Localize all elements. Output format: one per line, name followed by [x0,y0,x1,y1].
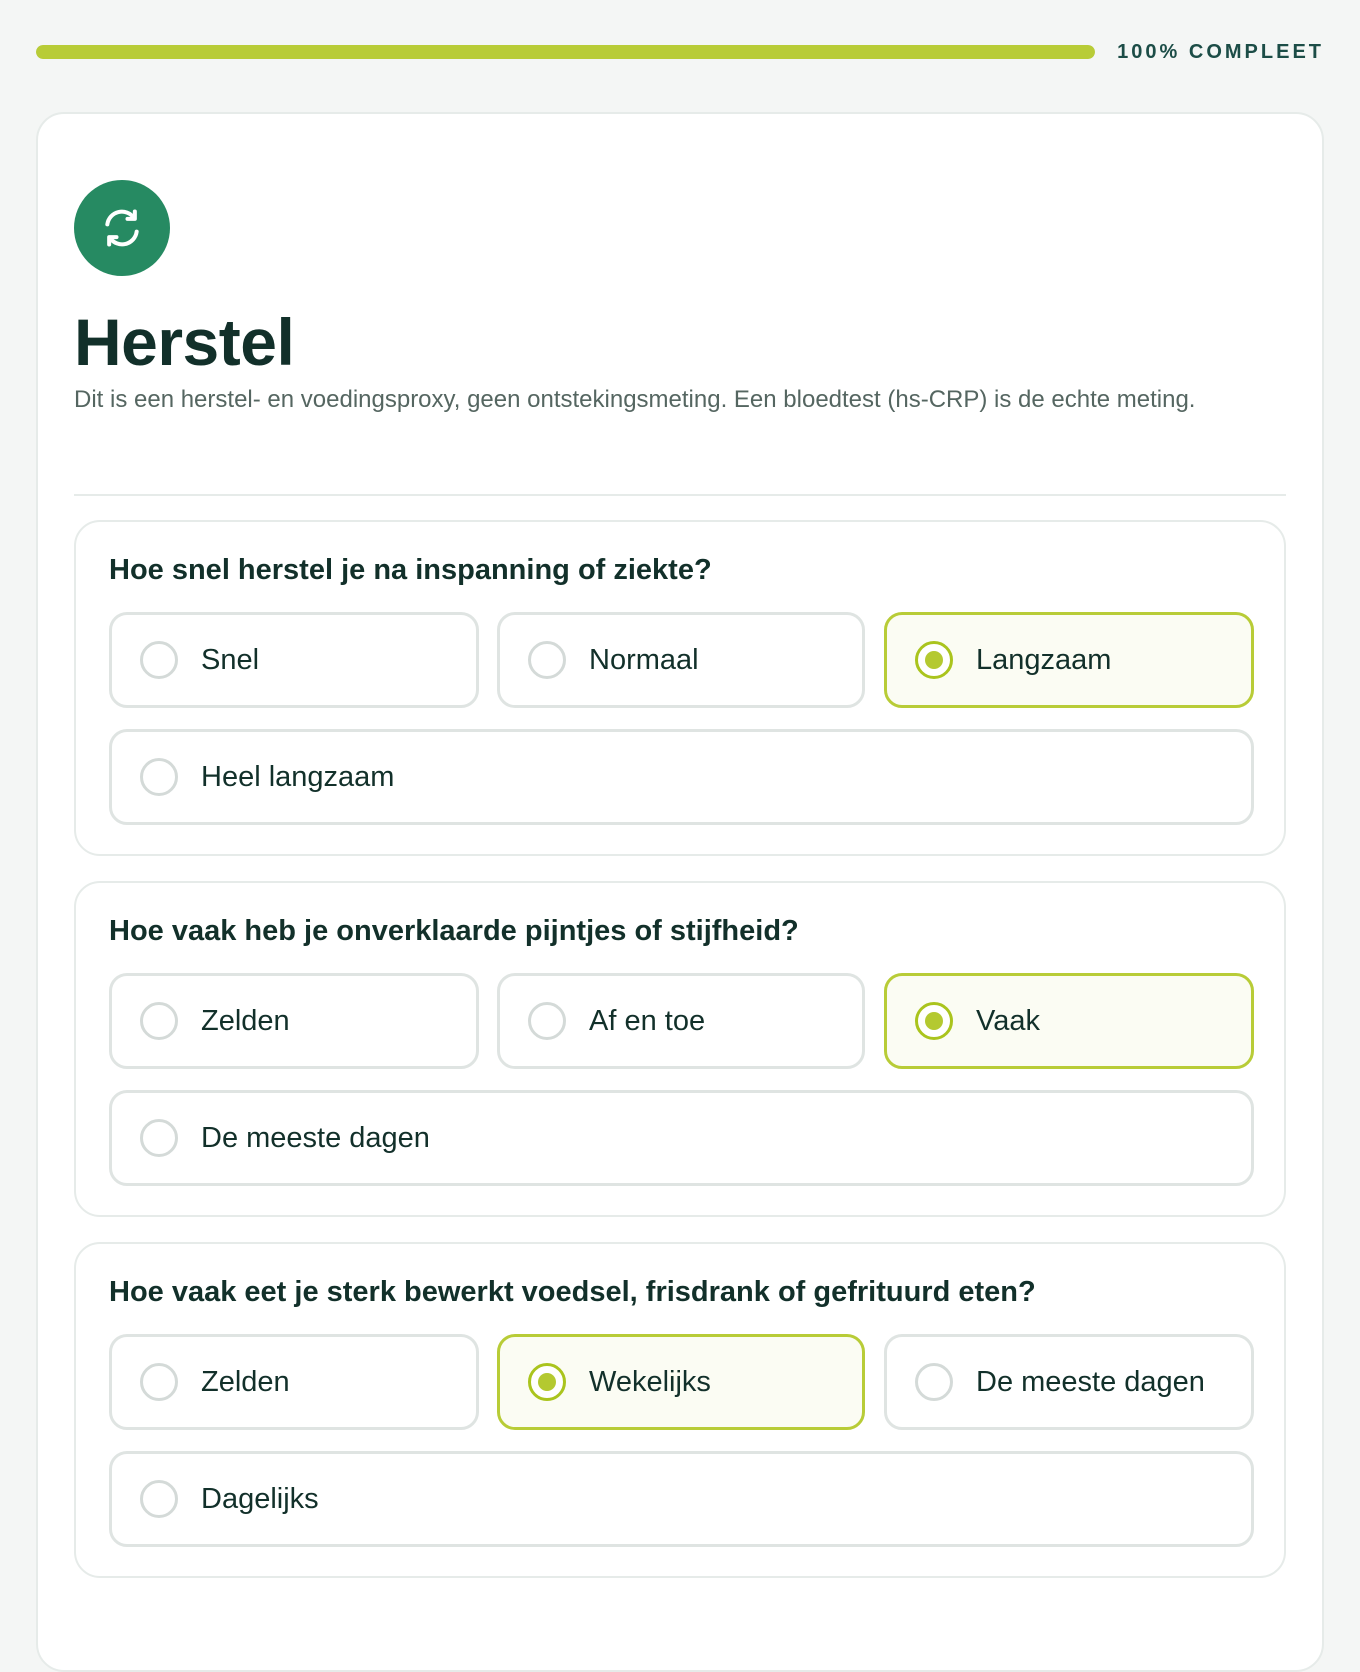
radio-circle[interactable] [140,758,178,796]
radio-circle[interactable] [915,1363,953,1401]
radio-circle[interactable] [528,1002,566,1040]
page-description: Dit is een herstel- en voedingsproxy, geen ontstekingsmeting. Een bloedtest (hs-CRP) is de echte meting. [74,386,1196,413]
radio-dot [925,1012,943,1030]
radio-circle[interactable] [915,1002,953,1040]
option-label: Zelden [201,1365,290,1398]
radio-circle[interactable] [140,1480,178,1518]
question-text: Hoe vaak heb je onverklaarde pijntjes of stijfheid? [109,915,799,947]
progress-bar-fill [36,45,1095,59]
option-label: Zelden [201,1004,290,1037]
option-label: De meeste dagen [201,1121,430,1154]
refresh-icon [100,206,144,250]
option-de-meeste-dagen[interactable] [109,1090,1254,1186]
question-card-processed-food [74,1242,1286,1578]
option-label: Heel langzaam [201,760,395,793]
radio-circle[interactable] [528,641,566,679]
section-icon-badge [74,180,170,276]
question-card-aches [74,881,1286,1217]
option-label: Af en toe [589,1004,706,1037]
question-text: Hoe snel herstel je na inspanning of ziekte? [109,554,712,586]
radio-circle[interactable] [140,1002,178,1040]
progress-row [36,40,1324,64]
progress-bar [36,45,1095,59]
option-label: Langzaam [976,643,1112,676]
option-de-meeste-dagen[interactable] [884,1334,1254,1430]
option-label: Snel [201,643,260,676]
option-label: Wekelijks [589,1365,711,1398]
option-heel-langzaam[interactable] [109,729,1254,825]
option-label: Dagelijks [201,1482,319,1515]
option-label: Vaak [976,1004,1040,1037]
divider [74,494,1286,496]
option-normaal[interactable] [497,612,865,708]
option-zelden[interactable] [109,973,479,1069]
page-title: Herstel [74,305,295,379]
progress-label: 100% COMPLEET [1117,40,1324,63]
option-zelden[interactable] [109,1334,479,1430]
option-label: Normaal [589,643,699,676]
question-card-recovery [74,520,1286,856]
questionnaire-card [36,112,1324,1672]
option-dagelijks[interactable] [109,1451,1254,1547]
radio-circle[interactable] [528,1363,566,1401]
radio-dot [538,1373,556,1391]
radio-circle[interactable] [915,641,953,679]
radio-circle[interactable] [140,1119,178,1157]
option-snel[interactable] [109,612,479,708]
option-wekelijks[interactable] [497,1334,865,1430]
radio-circle[interactable] [140,1363,178,1401]
option-label: De meeste dagen [976,1365,1205,1398]
radio-dot [925,651,943,669]
option-af-en-toe[interactable] [497,973,865,1069]
option-vaak[interactable] [884,973,1254,1069]
option-langzaam[interactable] [884,612,1254,708]
question-text: Hoe vaak eet je sterk bewerkt voedsel, frisdrank of gefrituurd eten? [109,1276,1036,1308]
radio-circle[interactable] [140,641,178,679]
